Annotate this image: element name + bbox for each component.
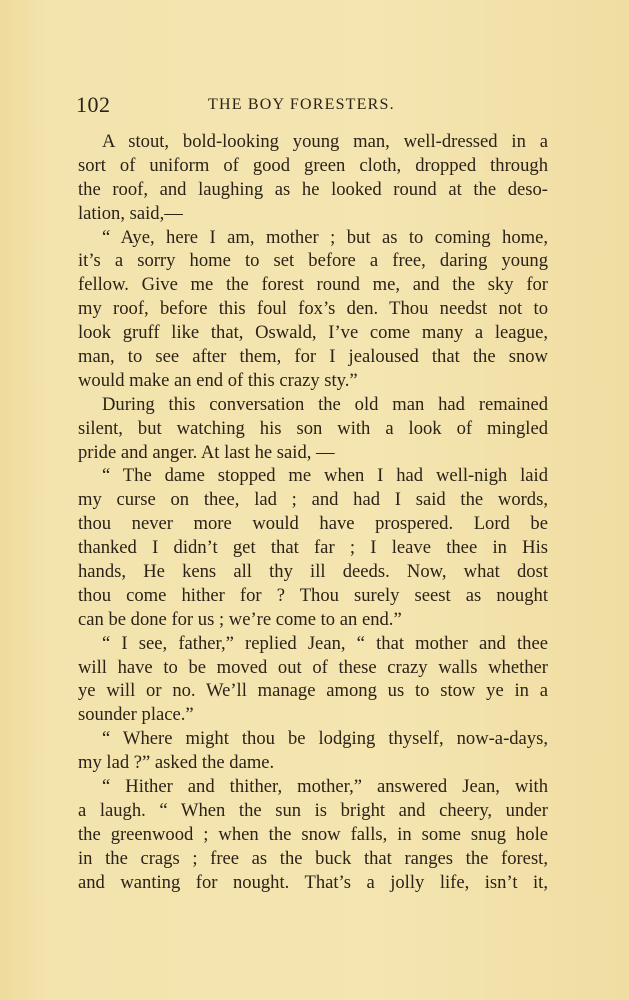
text-line: would make an end of this crazy sty.” [78,369,358,391]
text-line: “ Where might thou be lodging thyself, now-a-days, [102,728,548,750]
text-line: the roof, and laughing as he looked round at the deso- [78,178,548,200]
text-line: thou come hither for ? Thou surely seest as nought [78,584,548,606]
page-number: 102 [76,92,111,117]
text-line: man, to see after them, for I jealoused that the snow [78,346,548,368]
text-line: a laugh. “ When the sun is bright and cheery, under [78,799,548,821]
text-line: hands, He kens all thy ill deeds. Now, what dost [78,561,548,583]
text-line: it’s a sorry home to set before a free, daring young [78,250,548,272]
text-line: and wanting for nought. That’s a jolly life, isn’t it, [78,871,548,893]
text-line: the greenwood ; when the snow falls, in some snug hole [78,823,548,845]
running-title: THE BOY FORESTERS. [208,96,395,113]
text-line: pride and anger. At last he said, — [78,441,335,463]
text-line: my lad ?” asked the dame. [78,752,275,774]
text-line: “ I see, father,” replied Jean, “ that mother and thee [102,632,548,654]
text-line: fellow. Give me the forest round me, and the sky for [78,274,548,296]
text-line: thou never more would have prospered. Lord be [78,513,548,535]
text-line: During this conversation the old man had remained [102,393,548,415]
text-line: look gruff like that, Oswald, I’ve come many a league, [78,322,548,344]
text-line: in the crags ; free as the buck that ranges the forest, [78,847,548,869]
text-line: “ Aye, here I am, mother ; but as to coming home, [102,226,548,248]
text-line: my roof, before this foul fox’s den. Thou needst not to [78,298,548,320]
text-line: “ The dame stopped me when I had well-nigh laid [102,465,548,487]
text-line: sort of uniform of good green cloth, dropped through [78,154,548,176]
text-line: A stout, bold-looking young man, well-dressed in a [102,131,548,152]
text-line: my curse on thee, lad ; and had I said the words, [78,489,548,511]
text-line: ye will or no. We’ll manage among us to stow ye in a [78,680,548,702]
text-line: can be done for us ; we’re come to an end.” [78,608,402,630]
text-line: sounder place.” [78,704,194,726]
text-line: will have to be moved out of these crazy walls whether [78,656,548,678]
text-line: “ Hither and thither, mother,” answered Jean, with [102,776,548,798]
text-line: thanked I didn’t get that far ; I leave thee in His [78,537,548,559]
text-line: lation, said,— [78,202,183,224]
text-line: silent, but watching his son with a look of mingled [78,417,548,439]
body-text [78,130,548,895]
page-header [76,92,548,120]
